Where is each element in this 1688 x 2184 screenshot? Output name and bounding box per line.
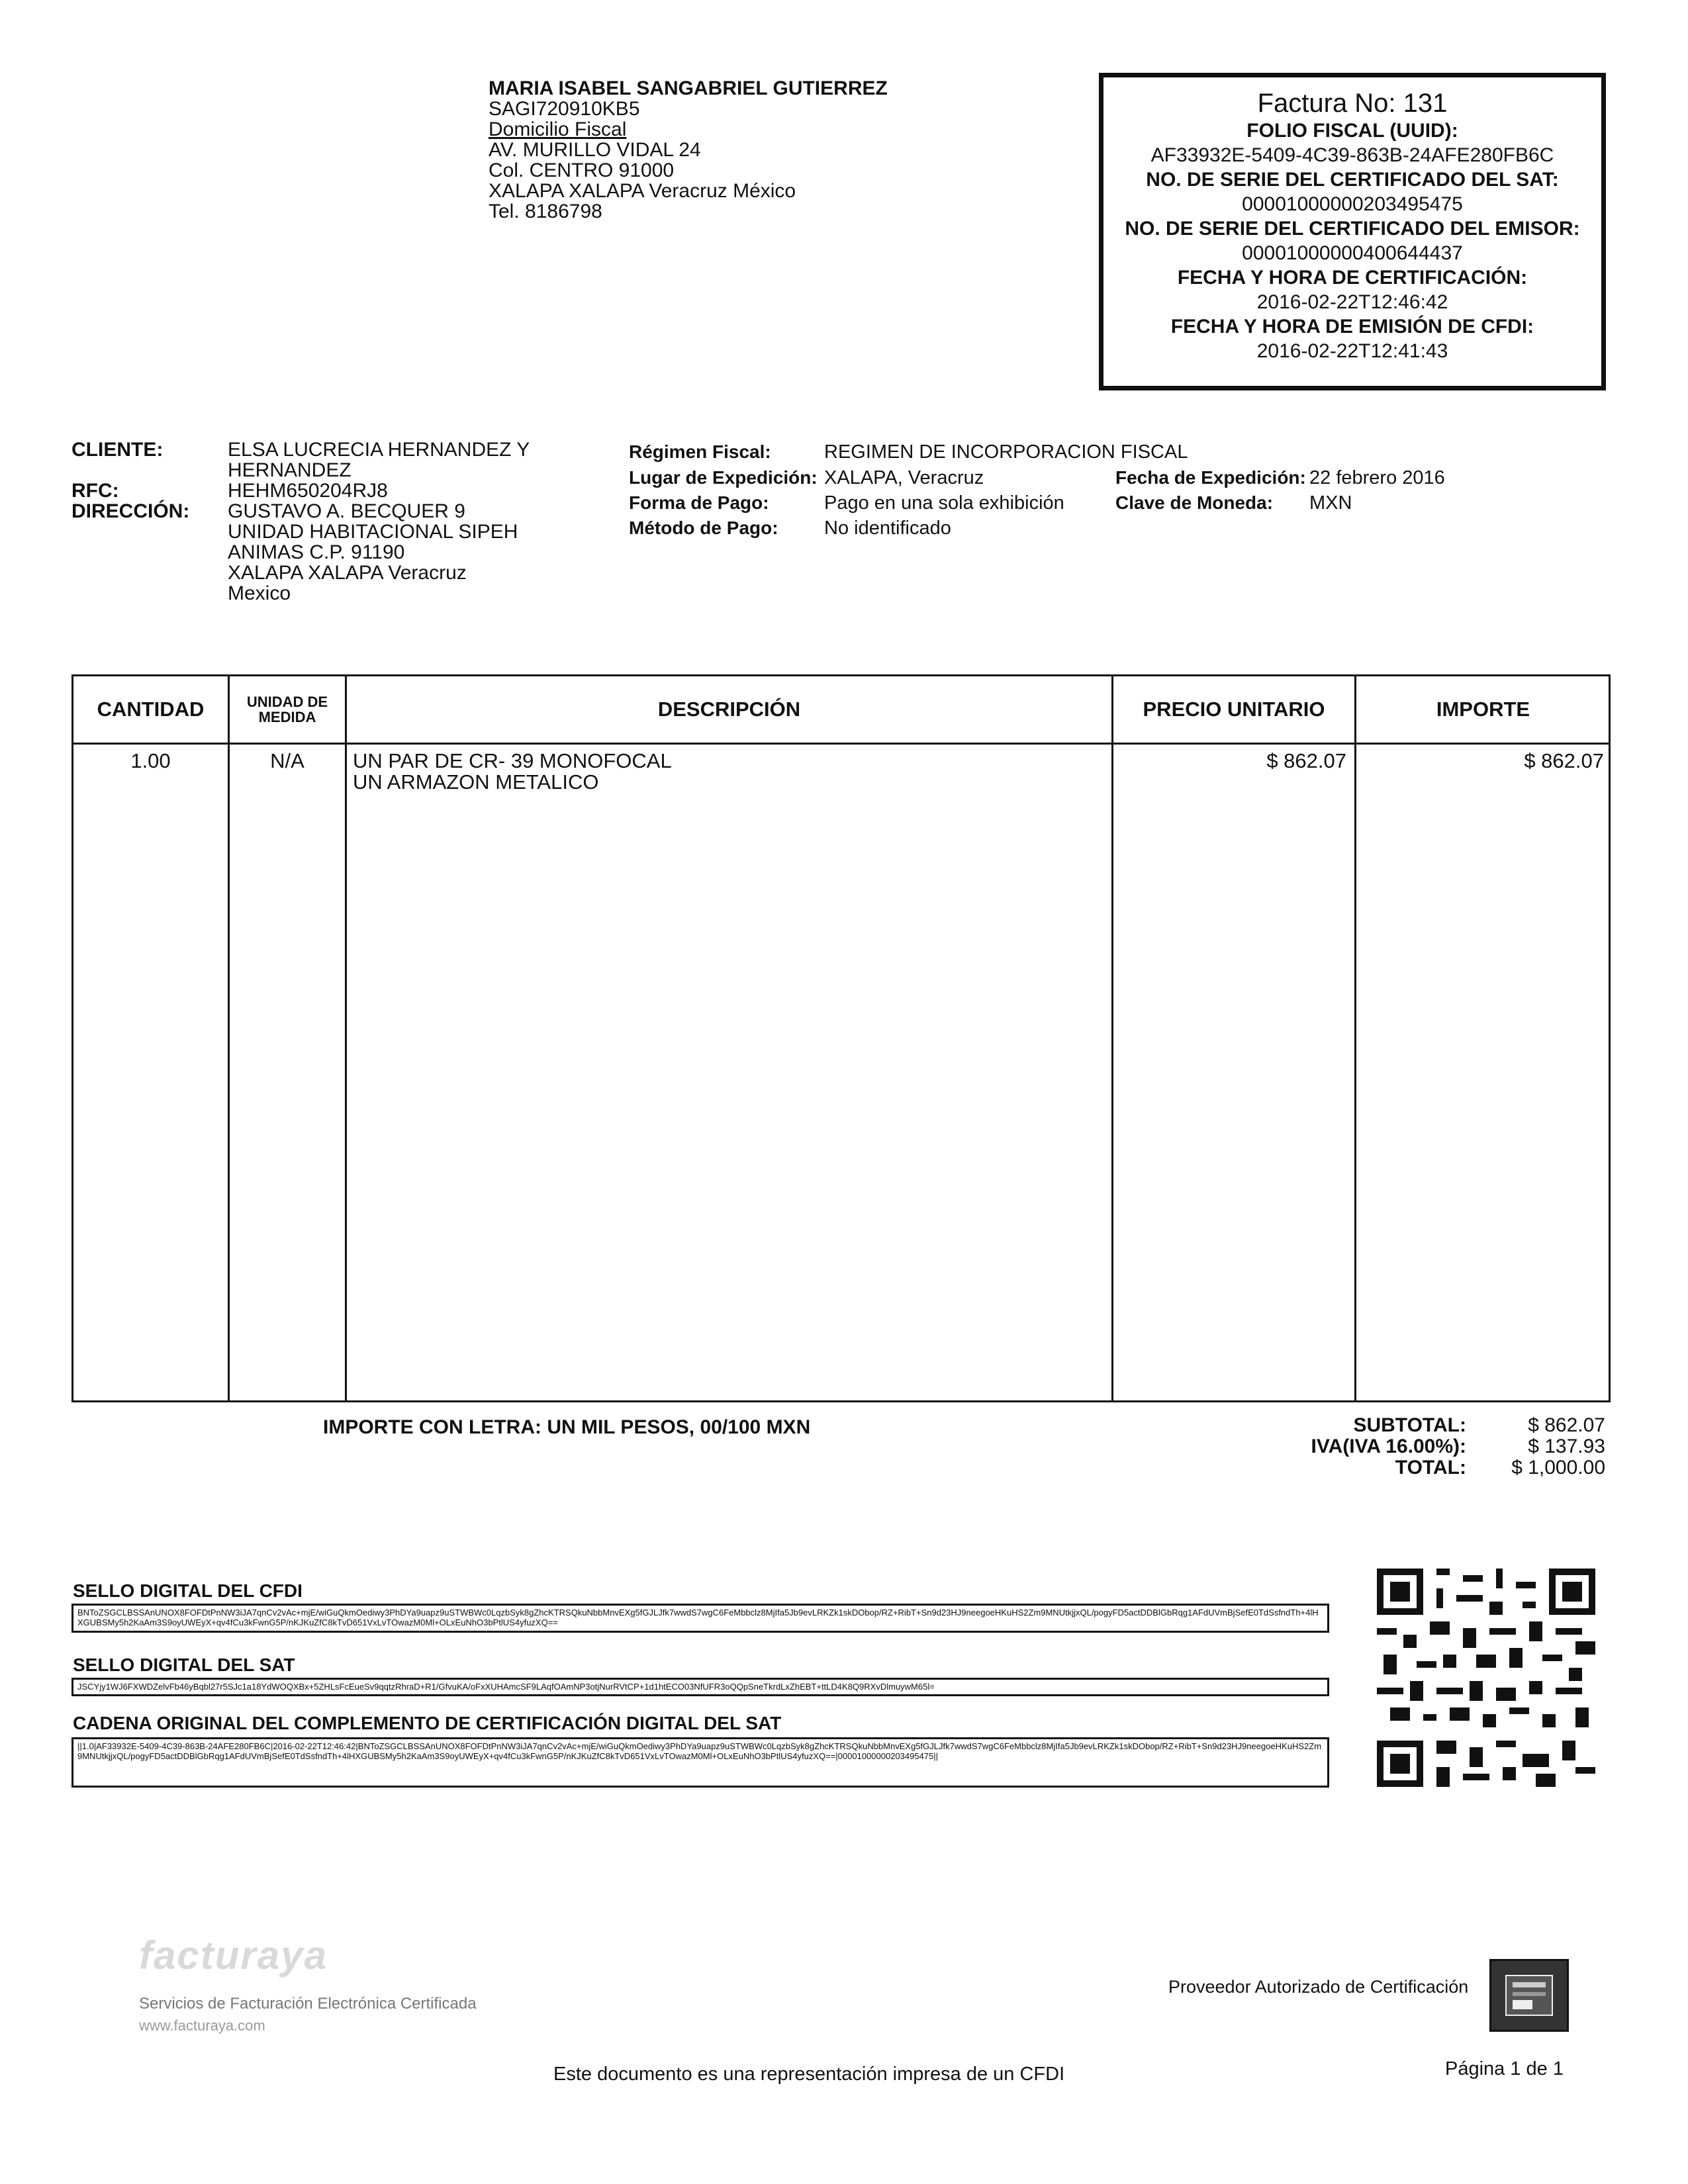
cfdi-seal-title: SELLO DIGITAL DEL CFDI (73, 1580, 303, 1601)
client-rfc-label: RFC: (71, 480, 119, 502)
amount-in-words: IMPORTE CON LETRA: UN MIL PESOS, 00/100 MXN (323, 1416, 811, 1438)
chain-box: ||1.0|AF33932E-5409-4C39-863B-24AFE280FB6C|2016-02-22T12:46:42|BNToZSGCLBSSAnUNOX8FOFDtPnNW3iJA7qnCv2vAc+mjE/wiGuQkmOediwy3PhDYa9uapz9uSTWBWc0LqzbSyk8gZhcKTRSQkuNbbMnvEXg5fGJLJfk7wwdS7wgC6FeMbbclz8MjIfa5Jb9evLRKZk1skDObop/RZ+RibT+Sn9d23HJ9neegoeHKuHS2Zm9MNUtkjjxQL/pogyFD5actDDBlGbRqg1AFdUVmBjSefE0TdSsfndTh+4lHXGUBSMy5h2KaAm3S9oyUWEyX+qv4fCu3kFwnG5P/nKJKuZfC8kTvD651VxLvTOwazM0Ml+OLxEuNhO3bPtlUS4yfuzXQ==|00001000000203495475|| (71, 1737, 1329, 1788)
column-divider (345, 676, 347, 1400)
row-description-line2: UN ARMAZON METALICO (353, 770, 599, 794)
subtotal-value: $ 862.07 (1528, 1414, 1605, 1436)
row-unit: N/A (270, 749, 305, 772)
provider-url: www.facturaya.com (139, 2017, 265, 2034)
client-address-line2: UNIDAD HABITACIONAL SIPEH (228, 521, 518, 543)
qr-code (1377, 1569, 1595, 1787)
row-quantity: 1.00 (130, 749, 171, 772)
regime-label: Régimen Fiscal: (629, 441, 771, 462)
currency-value: MXN (1309, 492, 1352, 514)
table-header-divider (73, 743, 1609, 745)
place-value: XALAPA, Veracruz (824, 467, 984, 488)
header-amount: IMPORTE (1436, 698, 1530, 721)
issuer-block (489, 78, 888, 222)
client-address-line1: GUSTAVO A. BECQUER 9 (228, 500, 465, 522)
total-label: TOTAL: (1395, 1457, 1466, 1479)
iva-value: $ 137.93 (1528, 1435, 1605, 1457)
total-value: $ 1,000.00 (1511, 1457, 1605, 1479)
subtotal-label: SUBTOTAL: (1353, 1414, 1466, 1436)
issuer-serial-label: NO. DE SERIE DEL CERTIFICADO DEL EMISOR: (1125, 218, 1580, 240)
row-description-line1: UN PAR DE CR- 39 MONOFOCAL (353, 749, 672, 772)
issuer-address-label: Domicilio Fiscal (489, 118, 627, 140)
issuer-colony: Col. CENTRO 91000 (489, 159, 675, 181)
sat-serial-label: NO. DE SERIE DEL CERTIFICADO DEL SAT: (1146, 169, 1559, 191)
issuer-street: AV. MURILLO VIDAL 24 (489, 139, 701, 161)
uuid-value: AF33932E-5409-4C39-863B-24AFE280FB6C (1150, 144, 1554, 166)
payment-form-value: Pago en una sola exhibición (824, 492, 1064, 514)
sat-pac-logo-icon (1489, 1959, 1569, 2032)
client-rfc: HEHM650204RJ8 (228, 480, 388, 502)
regime-value: REGIMEN DE INCORPORACION FISCAL (824, 441, 1188, 463)
payment-form-label: Forma de Pago: (629, 492, 769, 513)
client-name-line1: ELSA LUCRECIA HERNANDEZ Y (228, 439, 530, 461)
issuer-city: XALAPA XALAPA Veracruz México (489, 180, 796, 202)
invoice-number: Factura No: 131 (1257, 89, 1448, 118)
issuer-rfc: SAGI720910KB5 (489, 98, 640, 120)
issuer-serial-value: 00001000000400644437 (1242, 242, 1463, 264)
chain-title: CADENA ORIGINAL DEL COMPLEMENTO DE CERTIFICACIÓN DIGITAL DEL SAT (73, 1713, 782, 1733)
sat-seal-box: JSCYjy1WJ6FXWDZelvFb46yBqbl27r5SJc1a18YdWOQXBx+5ZHLsFcEueSv9qqtzRhraD+R1/GfvuKA/oFxXUHAmcSF9LAqfOAmNP3otjNurRVtCP+1d1htECO03NfUFR3oQQpSneTkrdLxZhEBT+ttLD4K8Q9RXvDlmuywM65l= (71, 1678, 1329, 1696)
client-address-line3: ANIMAS C.P. 91190 (228, 541, 405, 563)
pac-seal-icon (1503, 1972, 1556, 2019)
header-unit: UNIDAD DE MEDIDA (246, 694, 328, 725)
sat-serial-value: 00001000000203495475 (1242, 193, 1463, 215)
cfdi-seal-box: BNToZSGCLBSSAnUNOX8FOFDtPnNW3iJA7qnCv2vAc+mjE/wiGuQkmOediwy3PhDYa9uapz9uSTWBWc0LqzbSyk8gZhcKTRSQkuNbbMnvEXg5fGJLJfk7wwdS7wgC6FeMbbclz8MjIfa5Jb9evLRKZk1skDObop/RZ+RibT+Sn9d23HJ9neegoeHKuHS2Zm9MNUtkjjxQL/pogyFD5actDDBlGbRqg1AFdUVmBjSefE0TdSsfndTh+4lHXGUBSMy5h2KaAm3S9oyUWEyX+qv4fCu3kFwnG5P/nKJKuZfC8kTvD651VxLvTOwazM0Ml+OLxEuNhO3bPtlUS4yfuzXQ== (71, 1604, 1329, 1633)
column-divider (1354, 676, 1356, 1400)
column-divider (1111, 676, 1113, 1400)
row-unit-price: $ 862.07 (1266, 749, 1346, 772)
disclaimer: Este documento es una representación impresa de un CFDI (553, 2064, 1065, 2085)
iva-label: IVA(IVA 16.00%): (1311, 1435, 1466, 1457)
issue-date-short-value: 22 febrero 2016 (1309, 467, 1445, 488)
issue-date-value: 2016-02-22T12:41:43 (1256, 340, 1448, 362)
client-address-line5: Mexico (228, 582, 291, 604)
currency-label: Clave de Moneda: (1115, 492, 1274, 513)
cert-date-label: FECHA Y HORA DE CERTIFICACIÓN: (1177, 267, 1528, 289)
place-label: Lugar de Expedición: (629, 467, 818, 488)
client-name-line2: HERNANDEZ (228, 459, 352, 481)
issuer-name: MARIA ISABEL SANGABRIEL GUTIERREZ (489, 77, 888, 99)
provider-subtitle: Servicios de Facturación Electrónica Certificada (139, 1995, 477, 2013)
payment-method-value: No identificado (824, 518, 951, 539)
header-unit-price: PRECIO UNITARIO (1143, 698, 1325, 721)
payment-method-label: Método de Pago: (629, 518, 778, 538)
client-values (228, 439, 572, 604)
facturaya-logo: facturaya (139, 1933, 328, 1978)
pac-text: Proveedor Autorizado de Certificación (1168, 1977, 1469, 1997)
issue-date-label: FECHA Y HORA DE EMISIÓN DE CFDI: (1170, 316, 1534, 338)
uuid-label: FOLIO FISCAL (UUID): (1246, 120, 1458, 142)
invoice-info-box (1099, 73, 1606, 390)
row-amount: $ 862.07 (1524, 749, 1604, 772)
client-address-line4: XALAPA XALAPA Veracruz (228, 562, 467, 584)
cert-date-value: 2016-02-22T12:46:42 (1256, 291, 1448, 313)
issuer-phone: Tel. 8186798 (489, 201, 602, 222)
page-number: Página 1 de 1 (1445, 2058, 1564, 2079)
client-label: CLIENTE: (71, 439, 164, 461)
client-address-label: DIRECCIÓN: (71, 500, 190, 522)
header-quantity: CANTIDAD (97, 698, 205, 721)
issue-date-short-label: Fecha de Expedición: (1115, 467, 1306, 488)
header-description: DESCRIPCIÓN (657, 698, 801, 721)
items-table (71, 674, 1611, 1402)
sat-seal-title: SELLO DIGITAL DEL SAT (73, 1655, 295, 1675)
column-divider (228, 676, 230, 1400)
